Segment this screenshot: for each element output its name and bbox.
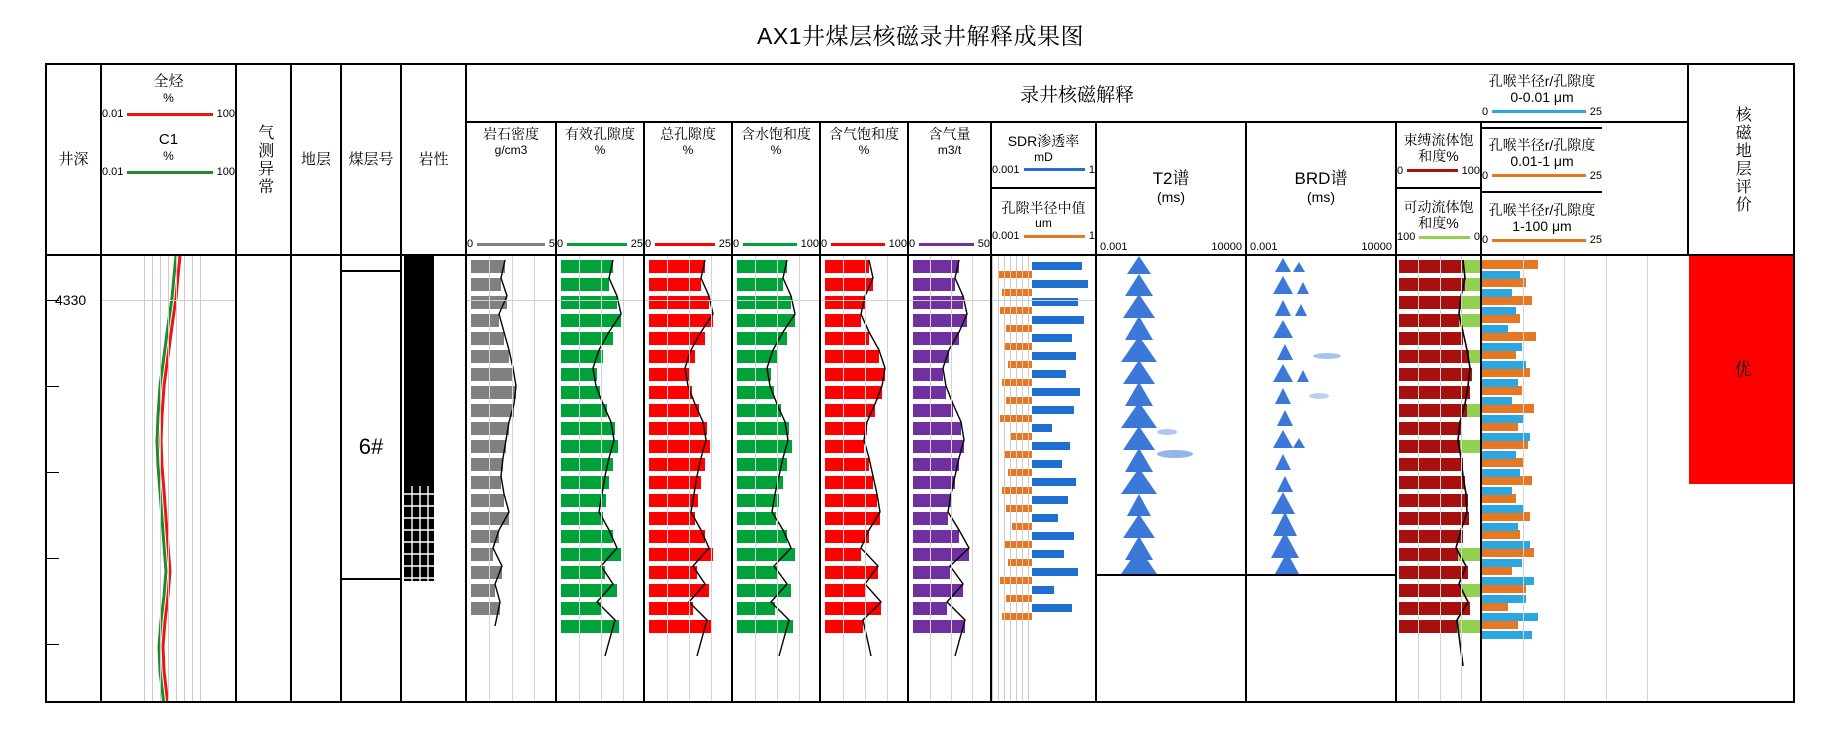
throat-0-sub: 0-0.01 μm [1510,89,1574,105]
sdr-perm-unit: mD [1034,149,1053,164]
water-sat-unit: % [770,142,782,157]
formation-label: 地层 [300,150,331,168]
c1-name: C1 [158,130,179,148]
movable-fluid-scale [1394,231,1483,243]
throat-0-colorbar [1492,110,1586,113]
t2-spectrum-plot [1097,256,1247,701]
track-rock-density [467,123,557,256]
gas-content-colorbar [919,243,974,246]
bound-fluid-min: 0 [1397,164,1404,177]
eff-porosity-colorbar [567,243,627,246]
depth-tick [47,472,59,473]
throat-0-scale [1479,106,1605,118]
rock-density-unit: g/cm3 [494,142,528,157]
throat-2-scale [1479,234,1605,246]
header-evaluation [1689,65,1793,254]
track-sdr-permeability [992,123,1097,256]
header-formation [292,65,342,254]
gas-content-name: 含气量 [928,126,971,142]
sdr-perm-colorbar [1024,168,1085,171]
gas-sat-name: 含气饱和度 [829,126,899,142]
brd-unit: (ms) [1307,188,1335,205]
throat-2-name: 孔喉半径r/孔隙度 [1488,201,1596,218]
pore-radius-max: 1 [1088,230,1095,243]
throat-1-name: 孔喉半径r/孔隙度 [1488,137,1596,154]
gas-content-column[interactable] [909,256,992,701]
c1-colorbar [127,171,212,174]
c1-max: 100 [216,165,235,178]
gas-total-name: 全烃 [153,73,184,90]
gas-content-unit: m3/t [937,142,962,157]
bound-fluid-scale [1394,165,1483,177]
header-coal-seam [342,65,402,254]
pore-radius-scale [988,230,1099,242]
rock-density-column[interactable] [467,256,557,701]
gas-anomaly-label: 气测异常 [255,123,273,196]
throat-1-100 [1482,193,1602,256]
depth-column[interactable] [47,256,102,701]
coal-seam-value: 6# [358,434,384,459]
header-panel [47,65,1793,256]
bound-fluid-colorbar [1407,169,1458,172]
gas-total-scale [102,108,235,121]
pore-throat-column[interactable] [1482,256,1689,701]
gas-sat-min: 0 [821,238,828,250]
track-gas-saturation [821,123,909,256]
rock-density-name: 岩石密度 [483,126,539,142]
throat-1-max: 25 [1589,169,1602,182]
depth-tick [47,386,59,387]
total-porosity-max: 25 [718,238,731,250]
throat-2-min: 0 [1482,234,1489,247]
pore-radius-name: 孔隙半径中值 [1001,199,1086,216]
eff-porosity-scale [553,238,647,250]
page-title: AX1井煤层核磁录井解释成果图 [757,23,1084,49]
movable-fluid-name: 可动流体饱和度% [1403,198,1474,231]
sdr-perm-scale [988,164,1099,176]
sdr-perm-min: 0.001 [992,163,1020,176]
depth-label-4330: 4330 [55,292,87,308]
throat-1-scale [1479,170,1605,182]
header-gas-anomaly [237,65,292,254]
evaluation-label: 核磁地层评价 [1733,105,1751,214]
water-sat-scale [729,238,823,250]
pore-radius-colorbar [1024,235,1085,238]
throat-1-sub: 0.01-1 μm [1510,153,1574,169]
track-effective-porosity [557,123,645,256]
coal-pattern-icon [404,486,434,581]
water-sat-name: 含水饱和度 [741,126,811,142]
track-total-porosity [645,123,733,256]
gas-sat-unit: % [858,142,870,157]
water-sat-min: 0 [733,238,740,250]
movable-fluid-colorbar [1419,236,1470,239]
rock-density-min: 0 [467,238,474,250]
throat-2-colorbar [1492,239,1586,242]
gas-sat-scale [817,238,911,250]
brd-spectrum-column[interactable] [1247,256,1397,701]
eff-porosity-min: 0 [557,238,564,250]
sdr-perm-max: 1 [1088,163,1095,176]
gas-total-unit: % [163,91,174,106]
header-depth [47,65,102,254]
gas-saturation-column[interactable] [821,256,909,701]
t2-min: 0.001 [1100,241,1128,253]
brd-spectrum-plot [1247,256,1397,701]
nmr-group-title: 录井核磁解释 [467,65,1687,123]
evaluation-value: 优 [1731,360,1751,380]
header-depth-label: 井深 [58,150,89,168]
bound-fluid-upper [1397,123,1480,189]
t2-max: 10000 [1211,241,1242,253]
lithology-label: 岩性 [418,150,449,168]
gas-curve-column[interactable] [102,256,237,701]
water-sat-max: 100 [800,238,819,250]
gas-content-scale [905,238,994,250]
throat-0-name: 孔喉半径r/孔隙度 [1488,73,1596,90]
gas-sat-colorbar [831,243,885,246]
throat-001-1 [1482,129,1602,193]
gas-content-max: 50 [977,238,990,250]
movable-fluid-min: 100 [1397,231,1416,244]
sdr-perm-upper [992,123,1095,189]
track-pore-throat-radius [1482,65,1602,256]
nmr-interpretation-group [467,65,1689,254]
formation-column[interactable] [292,256,342,701]
total-porosity-name: 总孔隙度 [660,126,716,142]
throat-1-colorbar [1492,174,1586,177]
brd-name: BRD谱 [1294,168,1348,188]
t2-unit: (ms) [1157,188,1185,205]
pore-radius-unit: um [1035,216,1052,231]
track-fluid-saturation [1397,123,1482,256]
depth-tick [47,644,59,645]
brd-min: 0.001 [1250,241,1278,253]
track-brd-spectrum [1247,123,1397,256]
gas-sat-max: 100 [888,238,907,250]
brd-max: 10000 [1361,241,1392,253]
eff-porosity-max: 25 [630,238,643,250]
depth-tick [47,558,59,559]
c1-scale [102,166,235,179]
sdr-permeability-column[interactable] [992,256,1097,701]
eff-porosity-name: 有效孔隙度 [565,126,635,142]
log-board [45,63,1795,703]
throat-2-max: 25 [1589,234,1602,247]
coal-seam-column[interactable] [342,256,402,701]
total-porosity-scale [641,238,735,250]
t2-spectrum-column[interactable] [1097,256,1247,701]
coal-seam-label: 煤层号 [348,150,394,168]
lithology-column[interactable] [402,256,467,701]
header-gas-track [102,65,237,254]
track-t2-spectrum [1097,123,1247,256]
gas-total-max: 100 [216,108,235,121]
rock-density-scale [463,238,559,250]
pore-throat-plot [1482,256,1689,701]
pore-radius-median-lower [992,189,1095,254]
gas-content-min: 0 [909,238,916,250]
water-sat-colorbar [743,243,797,246]
rock-density-max: 5 [548,238,555,250]
gas-total-min: 0.01 [102,108,124,121]
log-body [47,256,1793,701]
fluid-saturation-column[interactable] [1397,256,1482,701]
effective-porosity-column[interactable] [557,256,645,701]
pore-radius-min: 0.001 [992,230,1020,243]
gas-total-colorbar [127,113,212,116]
throat-0-001 [1482,65,1602,129]
throat-0-min: 0 [1482,105,1489,118]
movable-fluid-lower [1397,189,1480,254]
movable-fluid-max: 0 [1473,231,1480,244]
throat-1-min: 0 [1482,169,1489,182]
t2-name: T2谱 [1152,168,1190,188]
c1-min: 0.01 [102,165,124,178]
throat-2-sub: 1-100 μm [1512,217,1572,234]
eff-porosity-unit: % [594,142,606,157]
gas-anomaly-column[interactable] [237,256,292,701]
bound-fluid-max: 100 [1461,164,1480,177]
evaluation-column[interactable] [1689,256,1793,701]
evaluation-band [1689,256,1793,484]
water-saturation-column[interactable] [733,256,821,701]
total-porosity-colorbar [655,243,715,246]
throat-0-max: 25 [1589,105,1602,118]
total-porosity-unit: % [682,142,694,157]
rock-density-colorbar [477,243,545,246]
track-water-saturation [733,123,821,256]
bound-fluid-name: 束缚流体饱和度% [1403,132,1474,164]
sdr-perm-name: SDR渗透率 [1007,133,1080,150]
header-lithology [402,65,467,254]
track-gas-content [909,123,992,256]
total-porosity-min: 0 [645,238,652,250]
c1-unit: % [163,148,174,163]
total-porosity-column[interactable] [645,256,733,701]
